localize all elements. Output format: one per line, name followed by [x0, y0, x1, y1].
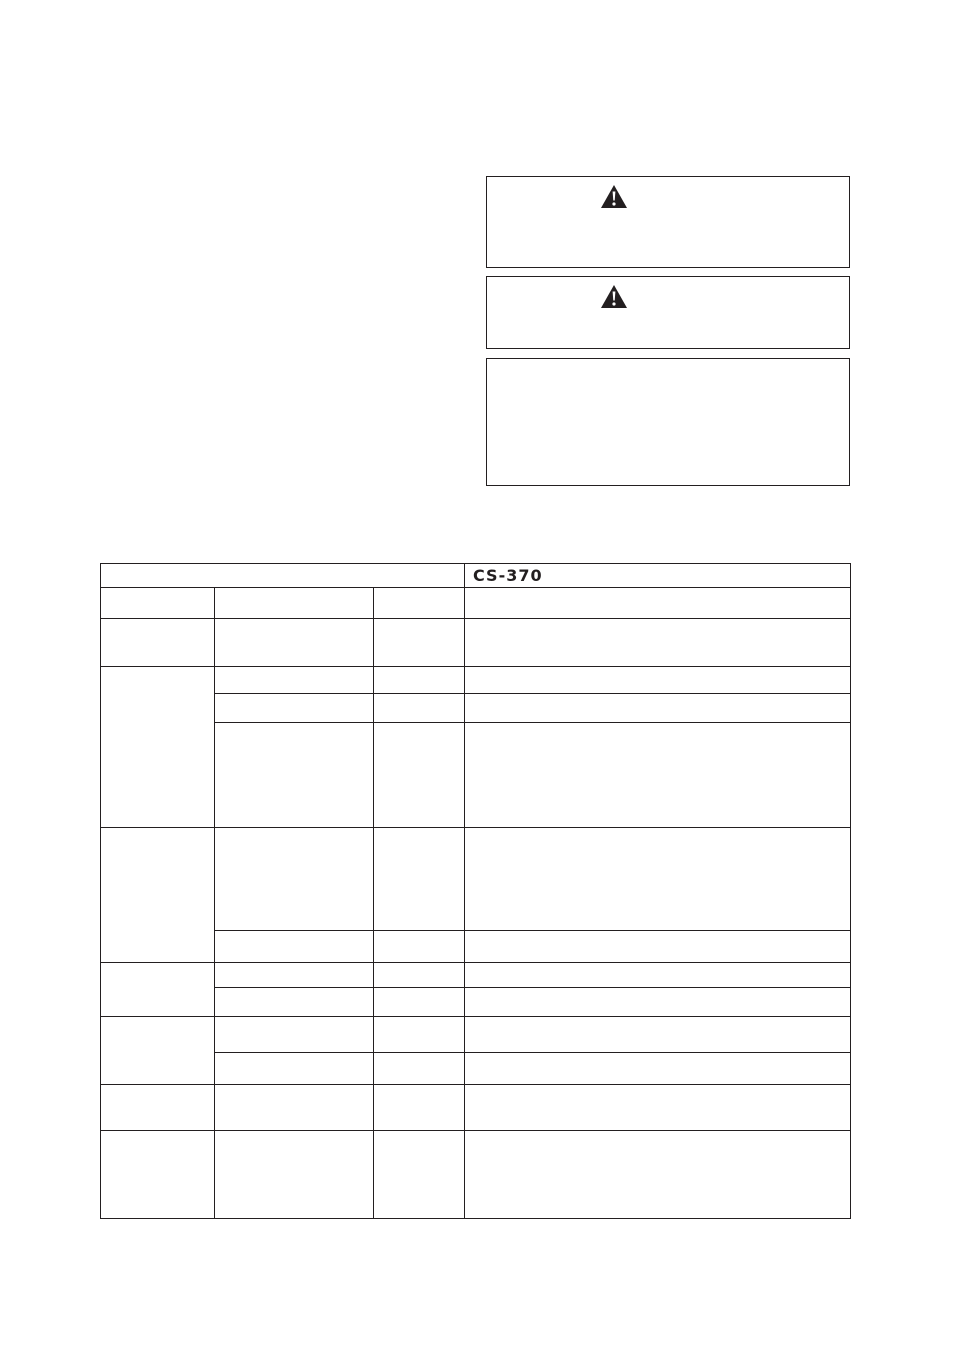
table-cell — [374, 931, 465, 963]
table-cell — [215, 723, 374, 828]
table-cell — [101, 564, 465, 588]
table-cell — [215, 588, 374, 619]
table-cell — [374, 667, 465, 694]
table-cell — [101, 828, 215, 963]
table-cell — [215, 988, 374, 1017]
table-cell — [465, 988, 851, 1017]
table-header-row — [101, 564, 851, 588]
table-cell — [465, 694, 851, 723]
table-row — [101, 1017, 851, 1053]
table-cell — [215, 667, 374, 694]
table-cell — [215, 963, 374, 988]
table-row — [101, 1085, 851, 1131]
table-cell — [215, 931, 374, 963]
table-cell — [374, 588, 465, 619]
table-cell — [465, 588, 851, 619]
caution-notice-box — [486, 276, 850, 349]
table-cell — [215, 694, 374, 723]
table-cell — [101, 667, 215, 828]
table-cell — [374, 988, 465, 1017]
note-box — [486, 358, 850, 486]
specifications-table — [100, 563, 851, 1219]
table-row — [101, 963, 851, 988]
table-cell — [101, 1017, 215, 1085]
warning-triangle-icon — [600, 284, 628, 309]
warning-notice-box — [486, 176, 850, 268]
table-row — [101, 1131, 851, 1219]
table-cell — [465, 1131, 851, 1219]
table-cell — [374, 1017, 465, 1053]
table-cell — [374, 963, 465, 988]
table-cell — [374, 723, 465, 828]
table-cell — [215, 1085, 374, 1131]
table-cell — [465, 1053, 851, 1085]
table-cell — [374, 619, 465, 667]
table-cell — [465, 619, 851, 667]
table-cell — [465, 1017, 851, 1053]
table-cell — [215, 1017, 374, 1053]
table-cell — [374, 694, 465, 723]
table-cell — [215, 1131, 374, 1219]
table-cell — [374, 1053, 465, 1085]
table-cell — [215, 828, 374, 931]
table-cell — [465, 931, 851, 963]
table-row — [101, 588, 851, 619]
table-cell — [101, 1085, 215, 1131]
warning-triangle-icon — [600, 184, 628, 209]
table-cell — [465, 723, 851, 828]
table-cell — [465, 1085, 851, 1131]
table-cell — [101, 619, 215, 667]
table-cell — [465, 828, 851, 931]
table-cell — [101, 1131, 215, 1219]
table-cell — [101, 963, 215, 1017]
model-name: CS-370 — [465, 564, 851, 588]
table-cell — [465, 963, 851, 988]
table-cell — [374, 828, 465, 931]
table-row — [101, 828, 851, 931]
table-cell — [465, 667, 851, 694]
table-cell — [374, 1085, 465, 1131]
table-row — [101, 667, 851, 694]
table-cell — [215, 619, 374, 667]
table-cell — [374, 1131, 465, 1219]
table-cell — [215, 1053, 374, 1085]
table-row — [101, 619, 851, 667]
table-cell — [101, 588, 215, 619]
